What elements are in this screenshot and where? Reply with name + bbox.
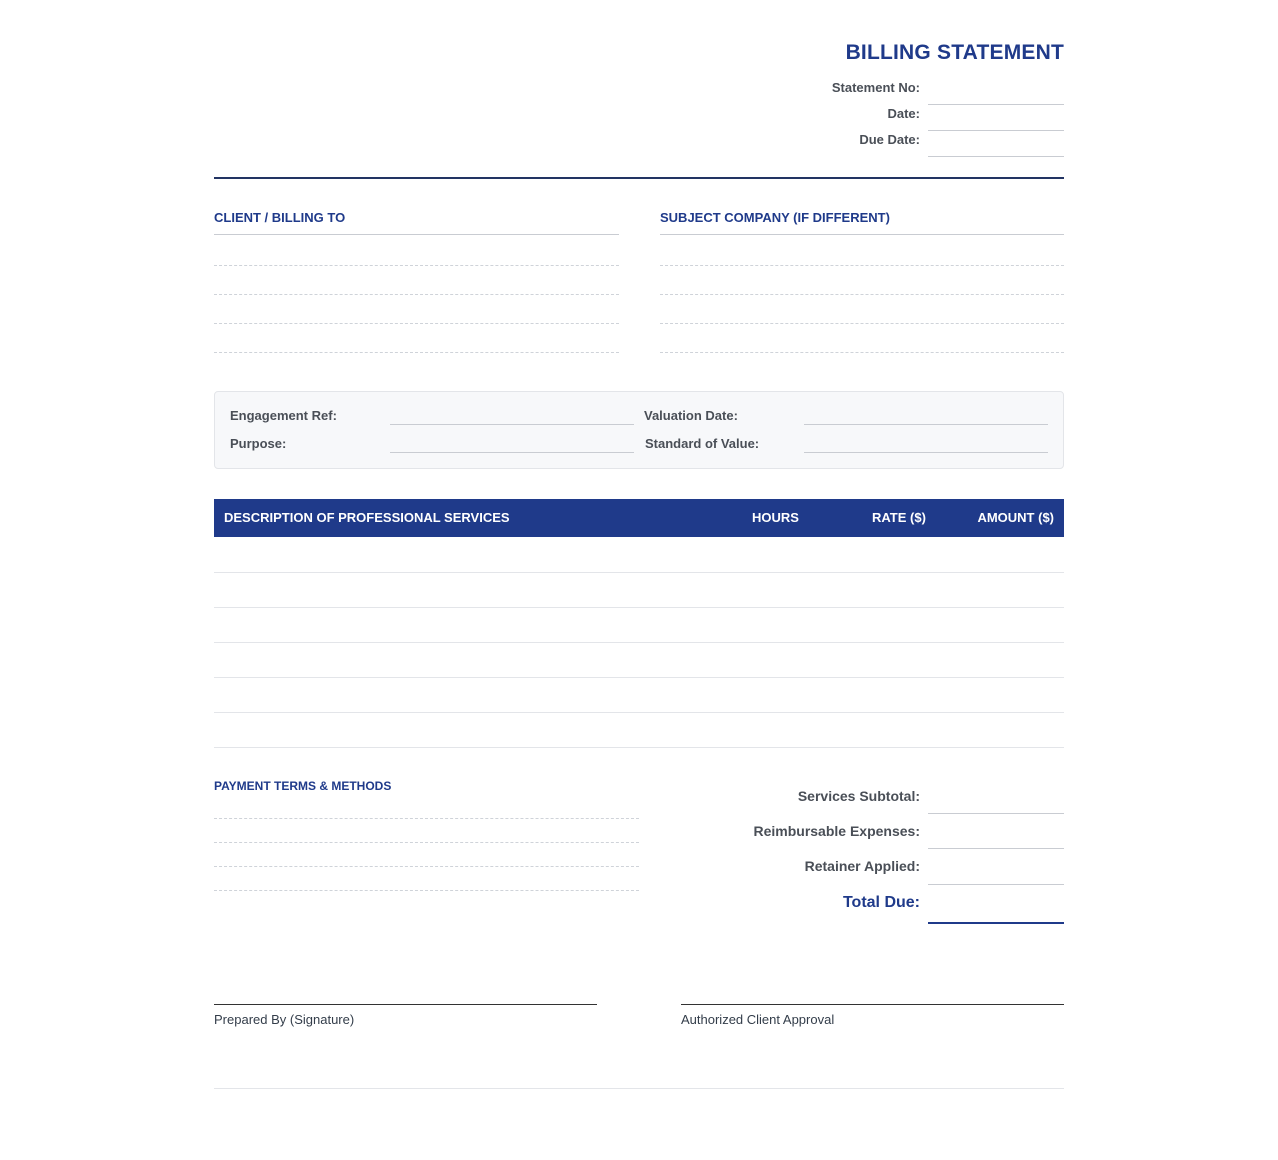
client-line[interactable] xyxy=(214,323,619,324)
services-subtotal-row xyxy=(644,786,1064,814)
services-subtotal-label: Services Subtotal: xyxy=(797,788,920,804)
valuation-date-label: Valuation Date: xyxy=(644,408,738,423)
reimbursable-expenses-field[interactable] xyxy=(928,848,1064,849)
document-title: BILLING STATEMENT xyxy=(845,41,1064,64)
retainer-applied-field[interactable] xyxy=(928,884,1064,885)
due-date-label: Due Date: xyxy=(859,132,920,147)
table-row[interactable] xyxy=(214,712,1064,748)
client-approval-label: Authorized Client Approval xyxy=(681,1012,835,1027)
services-subtotal-field[interactable] xyxy=(928,813,1064,814)
client-approval-signature-line[interactable] xyxy=(681,1004,1064,1027)
subject-company-line[interactable] xyxy=(660,352,1064,353)
date-row xyxy=(764,105,1064,131)
table-row[interactable] xyxy=(214,537,1064,573)
table-row[interactable] xyxy=(214,677,1064,713)
services-table-header xyxy=(214,499,1064,537)
valuation-date-field[interactable] xyxy=(804,424,1048,425)
billing-statement-page xyxy=(214,0,1064,1160)
payment-terms-line[interactable] xyxy=(214,866,639,867)
table-row[interactable] xyxy=(214,642,1064,678)
payment-terms-line[interactable] xyxy=(214,842,639,843)
client-billing-section xyxy=(214,210,619,355)
client-line[interactable] xyxy=(214,352,619,353)
prepared-by-signature-line[interactable] xyxy=(214,1004,597,1027)
prepared-by-label: Prepared By (Signature) xyxy=(214,1012,355,1027)
due-date-field[interactable] xyxy=(928,156,1064,157)
client-section-title: CLIENT / BILLING TO xyxy=(214,210,619,235)
retainer-applied-label: Retainer Applied: xyxy=(804,858,920,874)
engagement-details-box xyxy=(214,391,1064,469)
column-header-description: DESCRIPTION OF PROFESSIONAL SERVICES xyxy=(224,510,510,525)
subject-company-title: SUBJECT COMPANY (IF DIFFERENT) xyxy=(660,210,1064,235)
total-due-field[interactable] xyxy=(928,922,1064,924)
column-header-amount: AMOUNT ($) xyxy=(977,510,1054,525)
client-line[interactable] xyxy=(214,294,619,295)
table-row[interactable] xyxy=(214,607,1064,643)
standard-of-value-label: Standard of Value: xyxy=(645,436,760,451)
statement-number-label: Statement No: xyxy=(831,80,920,95)
subject-company-line[interactable] xyxy=(660,265,1064,266)
total-due-label: Total Due: xyxy=(842,894,920,911)
total-due-row xyxy=(644,893,1064,924)
column-header-hours: HOURS xyxy=(752,510,799,525)
column-header-rate: RATE ($) xyxy=(872,510,926,525)
client-line[interactable] xyxy=(214,265,619,266)
retainer-applied-row xyxy=(644,857,1064,885)
payment-terms-title: PAYMENT TERMS & METHODS xyxy=(214,779,392,793)
statement-number-row xyxy=(764,79,1064,105)
footer-divider xyxy=(214,1088,1064,1089)
purpose-field[interactable] xyxy=(390,452,634,453)
payment-terms-line[interactable] xyxy=(214,890,639,891)
header-divider xyxy=(214,177,1064,179)
date-label: Date: xyxy=(887,106,920,121)
payment-terms-line[interactable] xyxy=(214,818,639,819)
reimbursable-expenses-row xyxy=(644,821,1064,849)
standard-of-value-field[interactable] xyxy=(804,452,1048,453)
engagement-ref-label: Engagement Ref: xyxy=(230,408,337,423)
table-row[interactable] xyxy=(214,572,1064,608)
subject-company-section xyxy=(660,210,1064,355)
subject-company-line[interactable] xyxy=(660,294,1064,295)
engagement-ref-field[interactable] xyxy=(390,424,634,425)
purpose-label: Purpose: xyxy=(230,436,287,451)
subject-company-line[interactable] xyxy=(660,323,1064,324)
reimbursable-expenses-label: Reimbursable Expenses: xyxy=(753,823,920,839)
due-date-row xyxy=(764,131,1064,157)
